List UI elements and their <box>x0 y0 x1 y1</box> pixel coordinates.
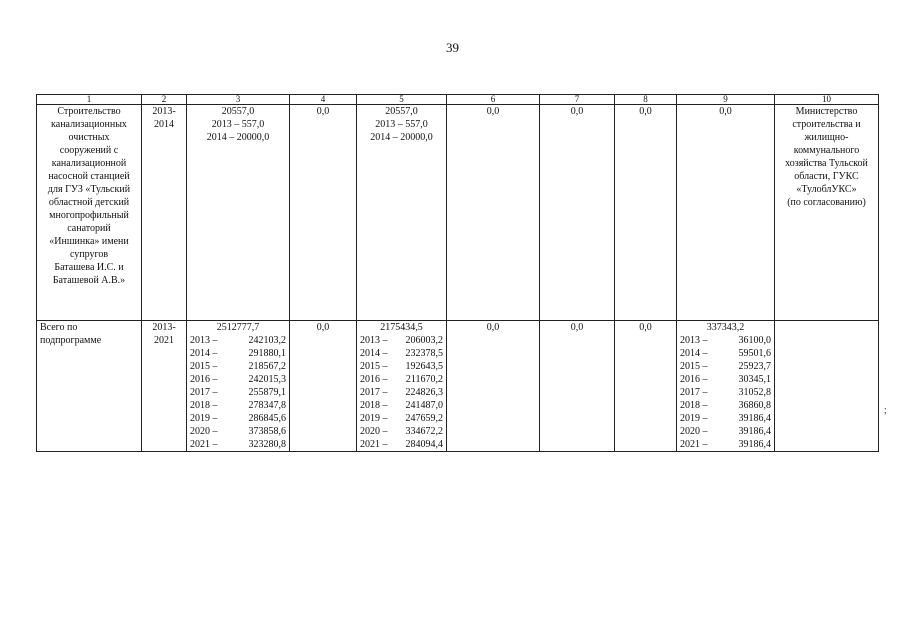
col9-value: 0,0 <box>677 105 775 321</box>
year-amount-row <box>680 334 771 347</box>
year-amount: 242103,2 <box>248 335 286 346</box>
col4-value: 0,0 <box>290 321 357 452</box>
year-amount: 232378,5 <box>405 348 443 359</box>
year-amount-row <box>190 399 286 412</box>
year-amount-row <box>190 360 286 373</box>
col3-breakdown <box>187 321 290 452</box>
year-label: 2018 – <box>680 400 708 411</box>
trailing-semicolon: ; <box>884 405 887 416</box>
year-label: 2017 – <box>680 387 708 398</box>
col-header-6: 6 <box>447 95 540 105</box>
col7-value: 0,0 <box>540 321 615 452</box>
table-row <box>37 105 879 321</box>
year-amount: 286845,6 <box>248 413 286 424</box>
year-amount-row <box>360 373 443 386</box>
year-amount-row <box>360 347 443 360</box>
year-label: 2016 – <box>190 374 218 385</box>
year-label: 2019 – <box>360 413 388 424</box>
year-amount: 211670,2 <box>405 374 443 385</box>
period: 2013- 2014 <box>142 105 187 321</box>
year-label: 2013 – <box>680 335 708 346</box>
col3-year-list <box>190 334 286 451</box>
year-amount: 31052,8 <box>738 387 771 398</box>
year-amount: 291880,1 <box>248 348 286 359</box>
year-label: 2014 – <box>680 348 708 359</box>
year-amount-row <box>680 399 771 412</box>
col9-total: 337343,2 <box>706 322 745 333</box>
col5-breakdown <box>357 321 447 452</box>
table-row <box>37 321 879 452</box>
program-table <box>36 94 879 452</box>
col-header-9: 9 <box>677 95 775 105</box>
year-amount-row <box>680 386 771 399</box>
year-label: 2020 – <box>680 426 708 437</box>
object-name: Строительство канализационных очистных сооружений с канализационной насосной станцией для ГУЗ «Тульский областной детский многопрофильный санаторий «Иншинка» имени супругов Баташева И.С. и Баташевой А.В.» <box>37 105 142 321</box>
year-amount: 255879,1 <box>248 387 286 398</box>
year-amount: 284094,4 <box>405 439 443 450</box>
col6-value: 0,0 <box>447 321 540 452</box>
col-header-8: 8 <box>615 95 677 105</box>
year-label: 2021 – <box>680 439 708 450</box>
year-amount: 241487,0 <box>405 400 443 411</box>
year-amount-row <box>190 412 286 425</box>
year-label: 2017 – <box>360 387 388 398</box>
year-label: 2013 – <box>190 335 218 346</box>
year-amount-row <box>680 412 771 425</box>
year-amount-row <box>360 438 443 451</box>
col8-value: 0,0 <box>615 105 677 321</box>
col5-total: 20557,0 2013 – 557,0 2014 – 20000,0 <box>357 105 447 321</box>
col-header-2: 2 <box>142 95 187 105</box>
year-label: 2016 – <box>360 374 388 385</box>
year-label: 2021 – <box>360 439 388 450</box>
year-amount: 30345,1 <box>738 374 771 385</box>
year-amount: 242015,3 <box>248 374 286 385</box>
year-amount-row <box>190 373 286 386</box>
year-label: 2018 – <box>360 400 388 411</box>
col9-year-list <box>680 334 771 451</box>
col-header-10: 10 <box>775 95 879 105</box>
year-amount-row <box>190 425 286 438</box>
responsible-executor: Министерство строительства и жилищно- коммунального хозяйства Тульской области, ГУКС «ТулоблУКС» (по согласованию) <box>775 105 879 321</box>
year-label: 2019 – <box>190 413 218 424</box>
year-amount: 192643,5 <box>405 361 443 372</box>
col8-value: 0,0 <box>615 321 677 452</box>
year-label: 2014 – <box>360 348 388 359</box>
year-amount: 334672,2 <box>405 426 443 437</box>
year-amount: 224826,3 <box>405 387 443 398</box>
year-amount-row <box>360 399 443 412</box>
year-label: 2014 – <box>190 348 218 359</box>
year-amount: 36100,0 <box>738 335 771 346</box>
col4-value: 0,0 <box>290 105 357 321</box>
year-amount: 39186,4 <box>738 413 771 424</box>
col6-value: 0,0 <box>447 105 540 321</box>
year-amount: 247659,2 <box>405 413 443 424</box>
year-amount-row <box>360 412 443 425</box>
col-header-7: 7 <box>540 95 615 105</box>
year-label: 2015 – <box>360 361 388 372</box>
year-amount: 373858,6 <box>248 426 286 437</box>
year-label: 2019 – <box>680 413 708 424</box>
year-amount-row <box>190 438 286 451</box>
period: 2013- 2021 <box>142 321 187 452</box>
year-amount: 59501,6 <box>738 348 771 359</box>
year-amount-row <box>360 334 443 347</box>
year-amount-row <box>190 386 286 399</box>
col9-breakdown <box>677 321 775 452</box>
year-label: 2016 – <box>680 374 708 385</box>
year-amount: 206003,2 <box>405 335 443 346</box>
col-header-5: 5 <box>357 95 447 105</box>
year-label: 2020 – <box>360 426 388 437</box>
year-label: 2017 – <box>190 387 218 398</box>
year-amount: 39186,4 <box>738 426 771 437</box>
col5-total: 2175434,5 <box>380 322 423 333</box>
page-number: 39 <box>446 40 459 55</box>
year-amount-row <box>360 360 443 373</box>
year-amount-row <box>360 425 443 438</box>
responsible-executor <box>775 321 879 452</box>
year-amount-row <box>190 334 286 347</box>
year-label: 2018 – <box>190 400 218 411</box>
col-header-1: 1 <box>37 95 142 105</box>
year-label: 2015 – <box>190 361 218 372</box>
col5-year-list <box>360 334 443 451</box>
col3-total: 2512777,7 <box>216 322 260 333</box>
subprogram-total-label: Всего по подпрограмме <box>37 321 142 452</box>
year-amount: 218567,2 <box>248 361 286 372</box>
year-amount: 36860,8 <box>738 400 771 411</box>
year-amount-row <box>680 373 771 386</box>
year-amount-row <box>360 386 443 399</box>
year-amount-row <box>680 347 771 360</box>
year-label: 2015 – <box>680 361 708 372</box>
year-amount: 323280,8 <box>248 439 286 450</box>
year-amount-row <box>680 360 771 373</box>
year-amount: 278347,8 <box>248 400 286 411</box>
year-label: 2013 – <box>360 335 388 346</box>
year-amount: 25923,7 <box>738 361 771 372</box>
year-label: 2020 – <box>190 426 218 437</box>
year-label: 2021 – <box>190 439 218 450</box>
column-number-row <box>37 95 879 105</box>
year-amount-row <box>680 438 771 451</box>
col3-total: 20557,0 2013 – 557,0 2014 – 20000,0 <box>187 105 290 321</box>
col7-value: 0,0 <box>540 105 615 321</box>
year-amount: 39186,4 <box>738 439 771 450</box>
year-amount-row <box>680 425 771 438</box>
col-header-3: 3 <box>187 95 290 105</box>
year-amount-row <box>190 347 286 360</box>
col-header-4: 4 <box>290 95 357 105</box>
